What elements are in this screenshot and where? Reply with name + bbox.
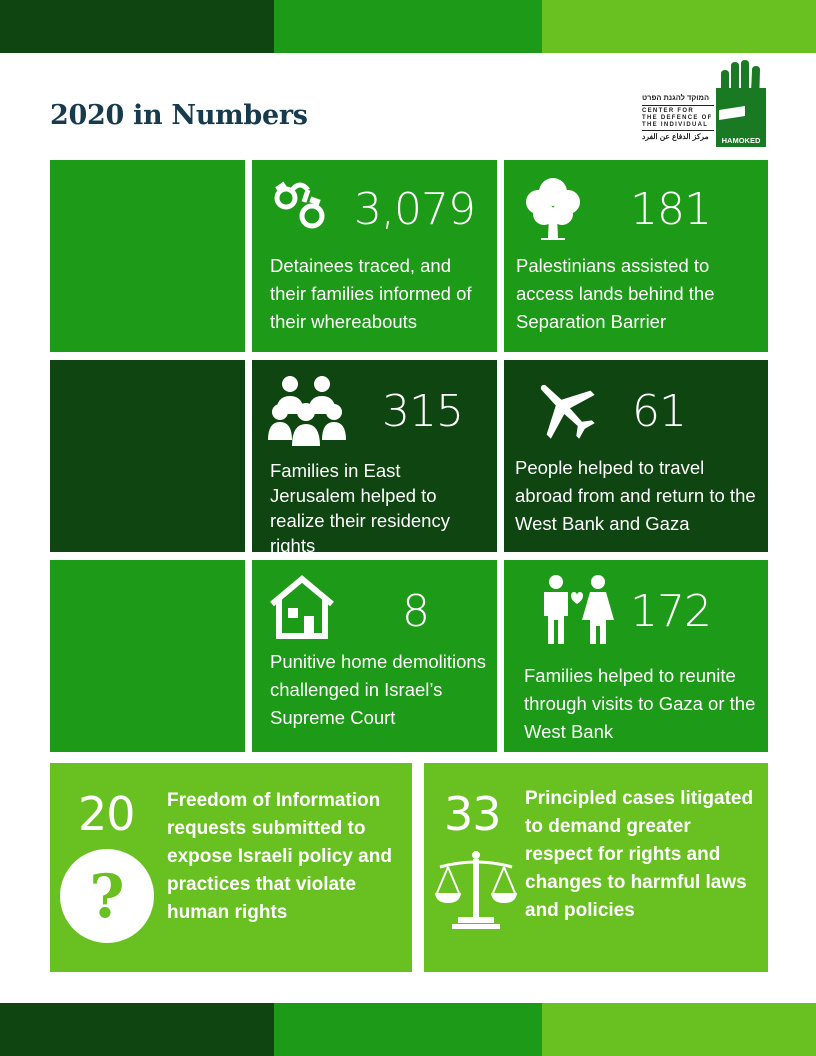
band-segment-light	[542, 0, 816, 53]
couple-icon	[540, 574, 616, 646]
band-segment-mid	[274, 0, 542, 53]
stat-value: 172	[630, 586, 711, 637]
hamoked-logo	[640, 60, 768, 148]
stat-description: People helped to travel abroad from and return to the West Bank and Gaza	[515, 457, 756, 534]
logo-brand-label: HAMOKED	[716, 135, 766, 147]
top-color-band	[0, 0, 816, 53]
stat-tile-travel	[504, 360, 768, 552]
family-group-icon	[268, 374, 346, 446]
stat-value: 20	[78, 787, 135, 841]
filler-tile	[50, 160, 245, 352]
question-mark-icon	[58, 847, 156, 945]
band-segment-dark	[0, 0, 274, 53]
logo-english-line-3: THE INDIVIDUAL	[642, 122, 709, 128]
band-segment-mid	[274, 1003, 542, 1056]
tree-icon	[524, 176, 582, 240]
svg-text:?: ?	[89, 862, 125, 932]
stat-description: Detainees traced, and their families informed of their whereabouts	[270, 255, 472, 332]
stat-description: Families in East Jerusalem helped to realize their residency rights	[270, 460, 450, 556]
filler-tile	[50, 560, 245, 752]
filler-tile	[50, 360, 245, 552]
logo-rule	[642, 130, 714, 131]
band-segment-light	[542, 1003, 816, 1056]
house-icon	[268, 574, 336, 640]
stat-value: 61	[632, 386, 686, 437]
handcuffs-icon	[270, 176, 328, 232]
stat-description: Families helped to reunite through visits to Gaza or the West Bank	[524, 665, 756, 742]
stat-tile-residency	[252, 360, 497, 556]
stat-description: Punitive home demolitions challenged in Israel’s Supreme Court	[270, 651, 486, 728]
airplane-icon	[532, 376, 598, 442]
stat-value: 315	[382, 386, 463, 437]
stat-value: 3,079	[354, 184, 475, 235]
scales-icon	[434, 849, 518, 931]
bottom-color-band	[0, 1003, 816, 1056]
stat-value: 181	[630, 184, 711, 235]
logo-rule	[642, 105, 714, 106]
stat-tile-reunite	[504, 560, 768, 752]
stat-tile-demolitions	[252, 560, 497, 752]
stat-tile-lands	[504, 160, 768, 352]
stat-value: 8	[402, 586, 429, 637]
stat-tile-foi	[50, 763, 412, 972]
stat-description: Principled cases litigated to demand greater respect for rights and changes to harmful laws and policies	[525, 788, 754, 921]
logo-arabic-text: مركز الدفاع عن الفرد	[642, 132, 709, 141]
stat-description: Palestinians assisted to access lands behind the Separation Barrier	[516, 255, 715, 332]
logo-english-line-1: CENTER FOR	[642, 108, 694, 114]
logo-hebrew-text: המוקד להגנת הפרט	[642, 93, 710, 102]
stat-tile-cases	[424, 763, 768, 972]
stat-value: 33	[444, 787, 501, 841]
stat-tile-detainees	[252, 160, 497, 352]
page-title: 2020 in Numbers	[50, 100, 308, 131]
band-segment-dark	[0, 1003, 274, 1056]
logo-english-line-2: THE DEFENCE OF	[642, 115, 713, 121]
stat-description: Freedom of Information requests submitted to expose Israeli policy and practices that violate human rights	[167, 790, 392, 923]
